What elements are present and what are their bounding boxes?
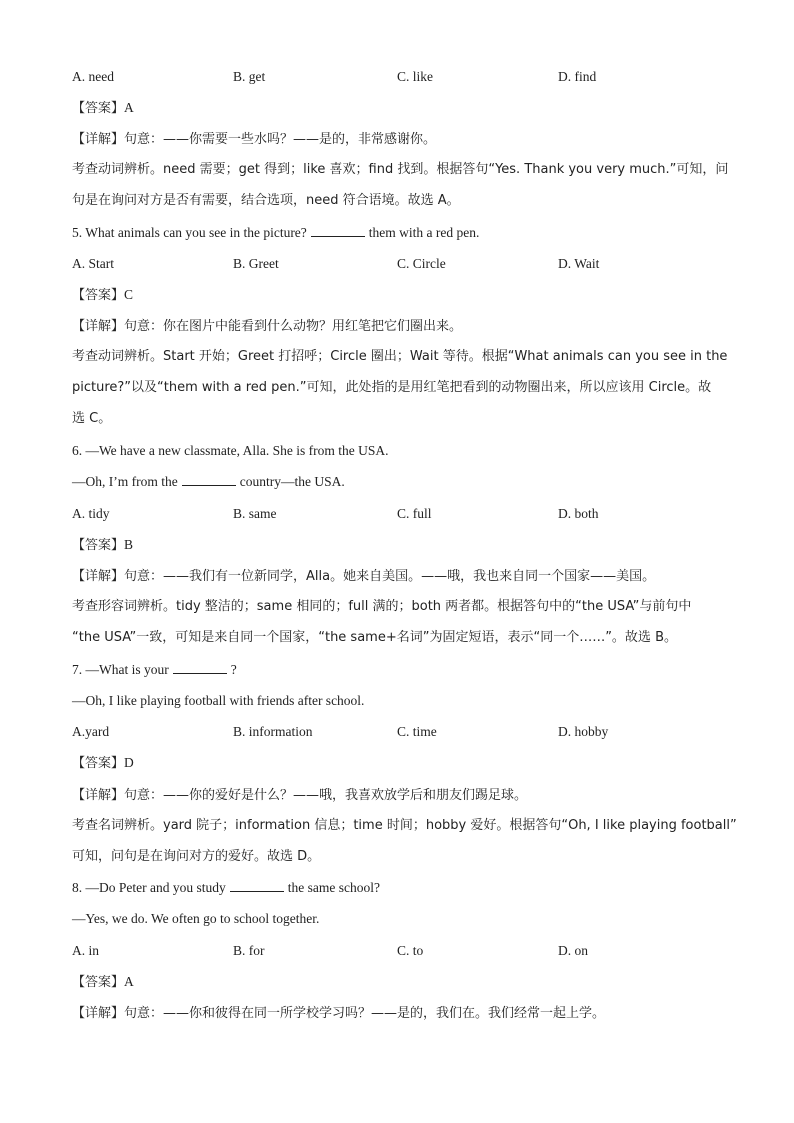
answer-tag: 【答案】 (72, 538, 125, 553)
q6-answer (72, 535, 133, 556)
q5-detail-line-3: picture?”以及“them with a red pen.”可知，此处指的是用红笔把看到的动物圈出来，所以应该用 Circle。故 (72, 380, 712, 395)
q7-option-c: C. time (397, 724, 437, 739)
q8-option-b: B. for (233, 943, 265, 958)
answer-tag: 【答案】 (72, 101, 125, 116)
q6-stem-line-2 (72, 472, 345, 492)
q4-option-b: B. get (233, 69, 266, 84)
stem-text: country—the USA. (239, 474, 345, 489)
q8-option-c: C. to (397, 943, 424, 958)
stem-text: them with a red pen. (368, 225, 480, 240)
q4-option-d: D. find (558, 69, 597, 84)
q6-detail-line-3: “the USA”一致，可知是来自同一个国家，“the same+名词”为固定短语，表示“同一个……”。故选 B。 (72, 630, 677, 645)
detail-tag: 【详解】 (72, 569, 125, 584)
q4-answer (72, 98, 134, 119)
answer-tag: 【答案】 (72, 756, 125, 771)
q7-stem-line-1 (72, 660, 237, 680)
q5-option-a: A. Start (72, 256, 114, 271)
answer-value: A (124, 974, 134, 989)
q8-stem-line-1 (72, 878, 380, 898)
answer-value: B (124, 537, 134, 552)
q7-detail-line-3: 可知，问句是在询问对方的爱好。故选 D。 (72, 849, 321, 864)
answer-value: D (124, 755, 134, 770)
q5-option-c: C. Circle (397, 256, 446, 271)
q7-option-a: A.yard (72, 724, 110, 739)
q8-option-a: A. in (72, 943, 99, 958)
q5-answer (72, 285, 133, 306)
q4-detail-line-1 (72, 129, 436, 150)
answer-blank (173, 660, 227, 674)
q6-option-b: B. same (233, 506, 277, 521)
answer-value: A (124, 100, 134, 115)
detail-tag: 【详解】 (72, 1006, 125, 1021)
stem-text: the same school? (287, 880, 380, 895)
q8-option-d: D. on (558, 943, 588, 958)
answer-tag: 【答案】 (72, 288, 125, 303)
q6-option-a: A. tidy (72, 506, 110, 521)
detail-tag: 【详解】 (72, 788, 125, 803)
detail-tag: 【详解】 (72, 132, 125, 147)
q4-option-c: C. like (397, 69, 433, 84)
answer-tag: 【答案】 (72, 975, 125, 990)
q5-option-b: B. Greet (233, 256, 279, 271)
q4-detail-line-3: 句是在询问对方是否有需要，结合选项，need 符合语境。故选 A。 (72, 193, 460, 208)
q7-detail-line-1 (72, 785, 527, 806)
q6-detail-line-2: 考查形容词辨析。tidy 整洁的；same 相同的；full 满的；both 两者都。根据答句中的“the USA”与前句中 (72, 599, 692, 614)
answer-blank (230, 878, 284, 892)
detail-text: 句意：——你需要一些水吗？——是的，非常感谢你。 (124, 132, 437, 147)
q7-option-d: D. hobby (558, 724, 609, 739)
q5-detail-line-1 (72, 316, 462, 337)
stem-text: 8. —Do Peter and you study (72, 880, 226, 895)
q6-option-c: C. full (397, 506, 432, 521)
detail-text: 句意：——我们有一位新同学，Alla。她来自美国。——哦，我也来自同一个国家——美国。 (124, 569, 656, 584)
q8-stem-line-2: —Yes, we do. We often go to school together. (72, 911, 320, 926)
q5-detail-line-2: 考查动词辨析。Start 开始；Greet 打招呼；Circle 圈出；Wait 等待。根据“What animals can you see in the (72, 349, 728, 364)
detail-text: 句意：——你和彼得在同一所学校学习吗？——是的，我们在。我们经常一起上学。 (124, 1006, 606, 1021)
q5-stem (72, 223, 479, 243)
detail-text: 句意：你在图片中能看到什么动物？用红笔把它们圈出来。 (124, 319, 463, 334)
stem-text: ? (230, 662, 237, 677)
q7-detail-line-2: 考查名词辨析。yard 院子；information 信息；time 时间；hobby 爱好。根据答句“Oh, I like playing football” (72, 818, 737, 833)
q8-answer (72, 972, 134, 993)
q4-detail-line-2: 考查动词辨析。need 需要；get 得到；like 喜欢；find 找到。根据答句“Yes. Thank you very much.”可知，问 (72, 162, 729, 177)
detail-tag: 【详解】 (72, 319, 125, 334)
q4-option-a: A. need (72, 69, 114, 84)
q8-detail-line-1 (72, 1003, 605, 1024)
stem-text: —Oh, I’m from the (72, 474, 178, 489)
stem-text: 7. —What is your (72, 662, 169, 677)
answer-value: C (124, 287, 134, 302)
q6-option-d: D. both (558, 506, 599, 521)
q7-answer (72, 753, 134, 774)
q6-stem-line-1: 6. —We have a new classmate, Alla. She is from the USA. (72, 443, 389, 458)
q7-option-b: B. information (233, 724, 313, 739)
q7-stem-line-2: —Oh, I like playing football with friends after school. (72, 693, 365, 708)
q6-detail-line-1 (72, 566, 655, 587)
stem-text: 5. What animals can you see in the picture? (72, 225, 307, 240)
q5-detail-line-4: 选 C。 (72, 411, 112, 426)
answer-blank (182, 472, 236, 486)
answer-blank (311, 223, 365, 237)
detail-text: 句意：——你的爱好是什么？——哦，我喜欢放学后和朋友们踢足球。 (124, 788, 528, 803)
q5-option-d: D. Wait (558, 256, 600, 271)
